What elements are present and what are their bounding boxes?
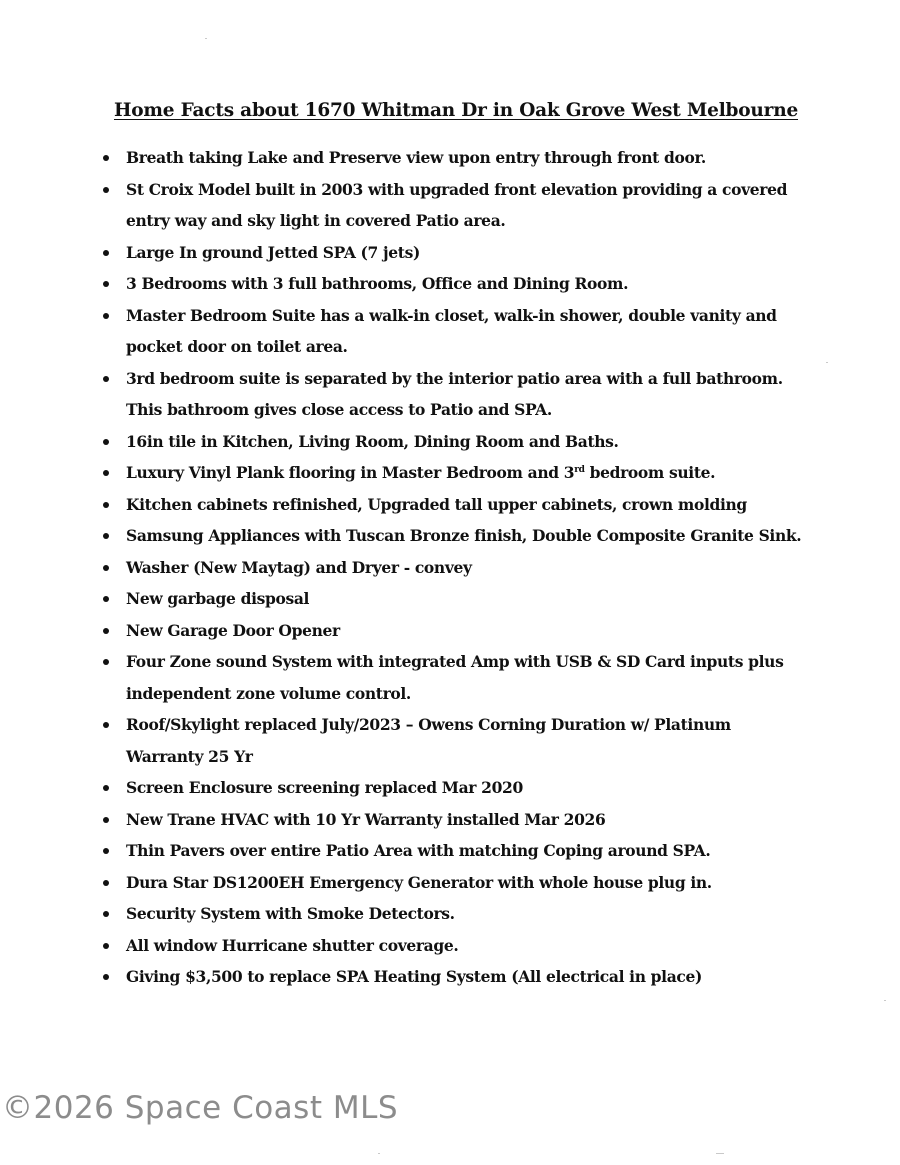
fact-item xyxy=(98,174,798,237)
fact-text xyxy=(126,363,798,426)
fact-line: Kitchen cabinets refinished, Upgraded tall upper cabinets, crown molding xyxy=(126,494,747,514)
fact-line: 16in tile in Kitchen, Living Room, Dining Room and Baths. xyxy=(126,431,619,451)
bullet-icon xyxy=(103,565,109,571)
bullet-icon xyxy=(103,439,109,445)
fact-item xyxy=(98,489,798,521)
fact-item xyxy=(98,520,802,552)
fact-item xyxy=(98,142,798,174)
bullet-icon xyxy=(103,817,109,823)
bullet-icon xyxy=(103,722,109,728)
bullet-icon xyxy=(103,785,109,791)
fact-text xyxy=(126,489,798,521)
fact-item xyxy=(98,898,798,930)
bullet-icon xyxy=(103,281,109,287)
fact-item xyxy=(98,835,798,867)
bullet-icon xyxy=(103,596,109,602)
scan-speck xyxy=(716,1153,724,1154)
bullet-icon xyxy=(103,533,109,539)
fact-text xyxy=(126,898,798,930)
fact-line: Master Bedroom Suite has a walk-in closet, walk-in shower, double vanity and xyxy=(126,305,777,325)
fact-text xyxy=(126,961,798,993)
ordinal-suffix: rd xyxy=(574,464,585,475)
bullet-icon xyxy=(103,376,109,382)
fact-line: Four Zone sound System with integrated Amp with USB & SD Card inputs plus xyxy=(126,652,784,671)
fact-text xyxy=(126,237,798,269)
fact-text xyxy=(126,583,798,615)
fact-line: Large In ground Jetted SPA (7 jets) xyxy=(126,242,420,262)
fact-line: Warranty 25 Yr xyxy=(126,746,253,766)
bullet-icon xyxy=(103,880,109,886)
fact-text xyxy=(126,646,798,709)
scan-speck xyxy=(826,362,828,363)
fact-item xyxy=(98,552,798,584)
bullet-icon xyxy=(103,155,109,161)
bullet-icon xyxy=(103,911,109,917)
fact-item xyxy=(98,615,798,647)
fact-line: Washer (New Maytag) and Dryer - convey xyxy=(126,557,472,577)
fact-text xyxy=(126,867,798,899)
bullet-icon xyxy=(103,974,109,980)
fact-line: entry way and sky light in covered Patio area. xyxy=(126,211,506,230)
fact-text xyxy=(126,457,798,489)
home-facts-list xyxy=(98,142,802,993)
bullet-icon xyxy=(103,250,109,256)
fact-line: independent zone volume control. xyxy=(126,683,411,703)
fact-text xyxy=(126,426,798,458)
scan-speck xyxy=(205,38,207,39)
fact-line: New garbage disposal xyxy=(126,589,310,608)
fact-text xyxy=(126,300,798,363)
fact-line: New Trane HVAC with 10 Yr Warranty installed Mar 2026 xyxy=(126,809,606,829)
bullet-icon xyxy=(103,848,109,854)
fact-text xyxy=(126,174,798,237)
document-title: Home Facts about 1670 Whitman Dr in Oak Grove West Melbourne xyxy=(113,100,799,121)
fact-item xyxy=(98,709,798,772)
fact-line: Samsung Appliances with Tuscan Bronze finish, Double Composite Granite Sink. xyxy=(126,526,802,545)
bullet-icon xyxy=(103,313,109,319)
fact-line: New Garage Door Opener xyxy=(126,620,340,640)
fact-text xyxy=(126,615,798,647)
bullet-icon xyxy=(103,659,109,665)
fact-line: pocket door on toilet area. xyxy=(126,337,348,356)
fact-item xyxy=(98,268,798,300)
bullet-icon xyxy=(103,470,109,476)
bullet-icon xyxy=(103,502,109,508)
fact-text xyxy=(126,520,802,552)
fact-line: Thin Pavers over entire Patio Area with matching Coping around SPA. xyxy=(126,841,711,860)
bullet-icon xyxy=(103,187,109,193)
fact-item xyxy=(98,867,798,899)
fact-line: All window Hurricane shutter coverage. xyxy=(126,935,459,955)
scan-speck xyxy=(378,1153,380,1154)
fact-item xyxy=(98,363,798,426)
fact-line: This bathroom gives close access to Patio and SPA. xyxy=(126,400,552,419)
fact-item xyxy=(98,300,798,363)
fact-text xyxy=(126,772,798,804)
fact-line: Giving $3,500 to replace SPA Heating System (All electrical in place) xyxy=(126,967,702,986)
mls-watermark: ©2026 Space Coast MLS xyxy=(2,1090,399,1126)
fact-text xyxy=(126,552,798,584)
fact-text xyxy=(126,804,798,836)
fact-line: St Croix Model built in 2003 with upgraded front elevation providing a covered xyxy=(126,179,788,199)
fact-line-tail: bedroom suite. xyxy=(584,463,716,482)
fact-line: Roof/Skylight replaced July/2023 – Owens Corning Duration w/ Platinum xyxy=(126,715,731,734)
fact-text xyxy=(126,930,798,962)
fact-line: Security System with Smoke Detectors. xyxy=(126,904,455,923)
fact-text xyxy=(126,835,798,867)
bullet-icon xyxy=(103,628,109,634)
fact-line: Dura Star DS1200EH Emergency Generator with whole house plug in. xyxy=(126,872,712,892)
fact-line: Luxury Vinyl Plank flooring in Master Bedroom and 3rd bedroom suite. xyxy=(126,463,716,482)
scan-speck xyxy=(884,1000,886,1001)
fact-text xyxy=(126,709,798,772)
fact-item xyxy=(98,646,798,709)
bullet-icon xyxy=(103,943,109,949)
fact-line: 3 Bedrooms with 3 full bathrooms, Office and Dining Room. xyxy=(126,274,629,293)
fact-item xyxy=(98,583,798,615)
fact-item xyxy=(98,457,798,489)
fact-item xyxy=(98,426,798,458)
fact-line: 3rd bedroom suite is separated by the interior patio area with a full bathroom. xyxy=(126,368,783,388)
fact-item xyxy=(98,961,798,993)
fact-item xyxy=(98,930,798,962)
fact-text xyxy=(126,142,798,174)
fact-line: Screen Enclosure screening replaced Mar 2020 xyxy=(126,778,523,797)
fact-item xyxy=(98,237,798,269)
fact-text xyxy=(126,268,798,300)
fact-item xyxy=(98,804,798,836)
fact-item xyxy=(98,772,798,804)
fact-line: Breath taking Lake and Preserve view upon entry through front door. xyxy=(126,148,706,167)
